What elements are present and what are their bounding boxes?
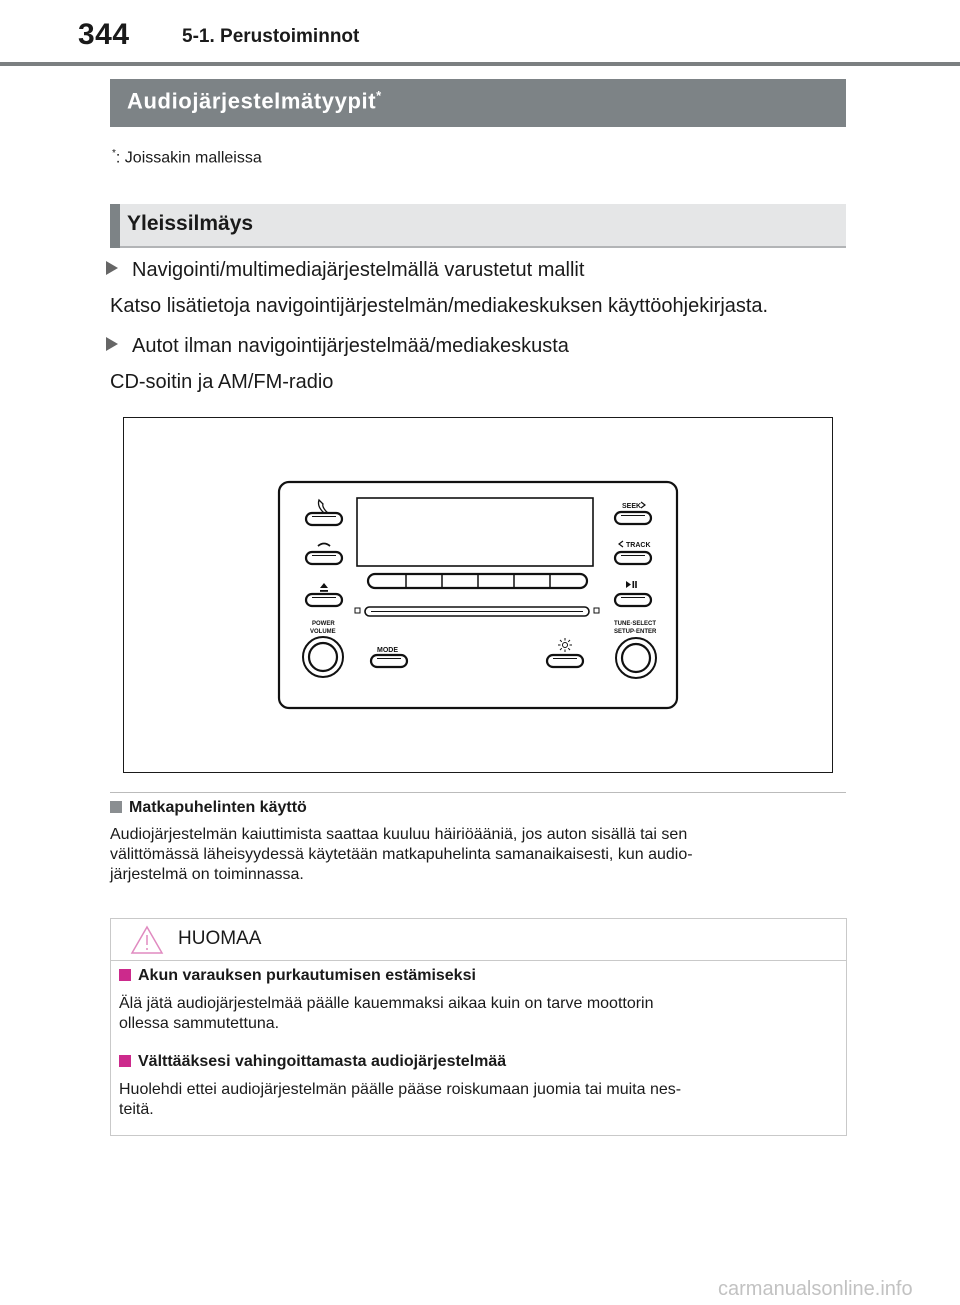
- track-label: TRACK: [626, 542, 651, 549]
- play-pause-button[interactable]: [615, 594, 651, 606]
- eject-button[interactable]: [306, 594, 342, 606]
- subheading: Yleissilmäys: [127, 212, 254, 235]
- square-bullet-icon: [119, 1055, 131, 1067]
- tune-select-label: TUNE·SELECT: [614, 621, 656, 627]
- paragraph: CD-soitin ja AM/FM-radio: [110, 371, 334, 393]
- seek-label: SEEK: [622, 503, 642, 510]
- note-heading: Matkapuhelinten käyttö: [110, 799, 307, 817]
- note-text: Audiojärjestelmän kaiuttimista saattaa kuuluu häiriöääniä, jos auton sisällä tai sen välittömässä läheisyydessä käytetään matkapuhelinta samanaikaisesti, kun audio- järjestelmä on toiminnassa.: [110, 826, 693, 883]
- seek-button[interactable]: [615, 512, 651, 524]
- tune-select-knob[interactable]: [616, 638, 656, 678]
- light-button[interactable]: [547, 655, 583, 667]
- watermark: carmanualsonline.info: [718, 1278, 913, 1300]
- audio-panel-figure: [123, 417, 833, 773]
- title-bar: [110, 79, 846, 127]
- bullet-item: Navigointi/multimediajärjestelmällä varustetut mallit: [106, 259, 584, 282]
- page-number: 344: [78, 18, 130, 51]
- subheading-accent: [110, 204, 120, 248]
- preset-buttons[interactable]: [368, 574, 587, 588]
- triangle-bullet-icon: [106, 337, 118, 351]
- page-title: Audiojärjestelmätyypit*: [127, 88, 382, 114]
- bullet-item: Autot ilman navigointijärjestelmää/mediakeskusta: [106, 335, 569, 358]
- volume-label: VOLUME: [310, 629, 336, 635]
- section-title: 5-1. Perustoiminnot: [182, 26, 360, 47]
- power-volume-knob[interactable]: [303, 637, 343, 677]
- warning-heading: Akun varauksen purkautumisen estämiseksi: [119, 967, 476, 985]
- audio-panel-illustration: [124, 418, 832, 772]
- setup-enter-label: SETUP·ENTER: [614, 629, 657, 635]
- warning-triangle-icon: [130, 925, 164, 955]
- phone-pickup-button[interactable]: [306, 513, 342, 525]
- phone-hangup-button[interactable]: [306, 552, 342, 564]
- warning-heading: Välttääksesi vahingoittamasta audiojärjestelmää: [119, 1053, 506, 1071]
- header-divider: [0, 62, 960, 66]
- warning-text: Älä jätä audiojärjestelmää päälle kauemmaksi aikaa kuin on tarve moottorin ollessa sammutettuna.: [119, 995, 654, 1032]
- display-screen: [357, 498, 593, 566]
- paragraph: Katso lisätietoja navigointijärjestelmän/mediakeskuksen käyttöohjekirjasta.: [110, 295, 769, 317]
- footnote-marker: *: [112, 148, 116, 159]
- triangle-bullet-icon: [106, 261, 118, 275]
- subheading-bar: [110, 204, 846, 248]
- mode-button[interactable]: [371, 655, 407, 667]
- warning-box: [110, 918, 847, 1136]
- square-bullet-icon: [110, 801, 122, 813]
- power-label: POWER: [312, 621, 335, 627]
- warning-header: [111, 919, 846, 961]
- warning-label: HUOMAA: [178, 928, 262, 949]
- track-button[interactable]: [615, 552, 651, 564]
- cd-slot: [355, 607, 599, 616]
- mode-label: MODE: [377, 647, 398, 654]
- square-bullet-icon: [119, 969, 131, 981]
- note-divider: [110, 792, 846, 793]
- footnote: *: Joissakin malleissa: [112, 148, 262, 167]
- title-footnote-marker: *: [376, 88, 382, 103]
- warning-text: Huolehdi ettei audiojärjestelmän päälle pääse roiskumaan juomia tai muita nes- teitä.: [119, 1081, 682, 1118]
